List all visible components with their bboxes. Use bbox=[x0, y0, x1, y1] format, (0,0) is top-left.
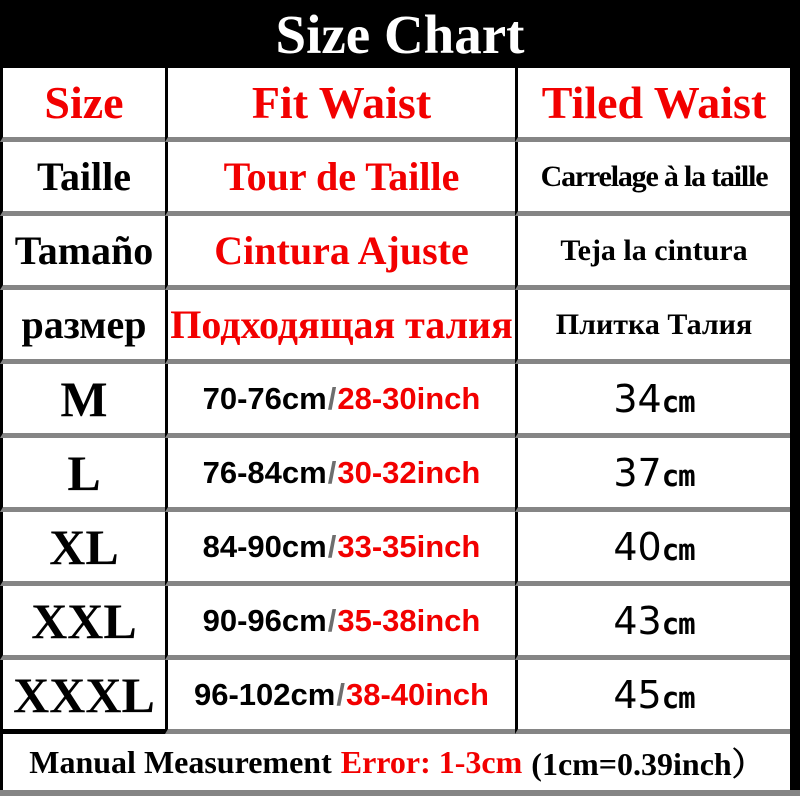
slash-separator: / bbox=[327, 602, 337, 638]
measurement-note-prefix: Manual Measurement bbox=[29, 743, 332, 780]
tiled-number: 45 bbox=[613, 672, 662, 717]
page-title: Size Chart bbox=[275, 3, 525, 65]
label-tour-de-taille: Tour de Taille bbox=[223, 154, 460, 199]
table-row-xxl-size bbox=[0, 586, 165, 660]
table-row-french-size bbox=[0, 142, 165, 216]
label-teja-la-cintura: Teja la cintura bbox=[560, 233, 748, 267]
fit-cm-value: 76-84cm bbox=[202, 454, 327, 490]
fit-waist-value-l bbox=[203, 455, 481, 491]
label-taille: Taille bbox=[36, 154, 132, 199]
label-podhodyashchaya-taliya: Подходящая талия bbox=[170, 302, 513, 347]
tiled-number: 40 bbox=[613, 524, 662, 569]
table-row-russian-fit bbox=[165, 290, 515, 364]
right-edge-strip bbox=[790, 0, 800, 790]
table-row-russian-size bbox=[0, 290, 165, 364]
fit-cm-value: 84-90cm bbox=[202, 528, 327, 564]
column-header-size: Size bbox=[44, 77, 124, 128]
size-label-xxl: XXL bbox=[31, 592, 137, 649]
table-row-xxxl-fit bbox=[165, 660, 515, 734]
table-row-russian-tiled bbox=[515, 290, 790, 364]
table-row-xxxl-tiled bbox=[515, 660, 790, 734]
fit-cm-value: 96-102cm bbox=[194, 676, 336, 712]
tiled-number: 37 bbox=[613, 450, 662, 495]
table-row-xxxl-size bbox=[0, 660, 165, 734]
label-plitka-taliya: Плитка Талия bbox=[555, 307, 753, 341]
fit-waist-value-xl bbox=[203, 529, 481, 565]
size-label-xl: XL bbox=[49, 518, 119, 575]
measurement-note-suffix: (1cm=0.39inch） bbox=[531, 746, 764, 782]
tiled-number: 43 bbox=[613, 598, 662, 643]
size-label-l: L bbox=[67, 444, 101, 501]
measurement-error-value: Error: 1-3cm bbox=[340, 743, 523, 780]
tiled-unit: cm bbox=[661, 384, 695, 419]
header-cell-size bbox=[0, 68, 165, 142]
fit-inch-value: 38-40inch bbox=[345, 676, 489, 712]
fit-waist-value-m bbox=[203, 381, 481, 417]
fit-inch-value: 33-35inch bbox=[337, 528, 481, 564]
table-row-m-tiled bbox=[515, 364, 790, 438]
table-row-m-fit bbox=[165, 364, 515, 438]
slash-separator: / bbox=[327, 528, 337, 564]
table-row-spanish-tiled bbox=[515, 216, 790, 290]
tiled-unit: cm bbox=[661, 532, 695, 567]
table-row-xl-fit bbox=[165, 512, 515, 586]
tiled-waist-value-xxl bbox=[613, 599, 694, 643]
header-cell-tiled-waist bbox=[515, 68, 790, 142]
fit-inch-value: 35-38inch bbox=[337, 602, 481, 638]
fit-cm-value: 90-96cm bbox=[202, 602, 327, 638]
table-row-xxl-fit bbox=[165, 586, 515, 660]
fit-cm-value: 70-76cm bbox=[202, 380, 327, 416]
table-row-xl-size bbox=[0, 512, 165, 586]
label-carrelage: Carrelage à la taille bbox=[540, 159, 768, 193]
table-row-xl-tiled bbox=[515, 512, 790, 586]
table-row-l-fit bbox=[165, 438, 515, 512]
tiled-number: 34 bbox=[613, 376, 662, 421]
table-row-xxl-tiled bbox=[515, 586, 790, 660]
size-chart-table bbox=[0, 68, 790, 734]
slash-separator: / bbox=[327, 454, 337, 490]
table-row-l-size bbox=[0, 438, 165, 512]
title-bar bbox=[0, 0, 800, 68]
tiled-waist-value-m bbox=[613, 377, 694, 421]
fit-inch-value: 30-32inch bbox=[337, 454, 481, 490]
size-label-m: M bbox=[60, 370, 108, 427]
fit-waist-value-xxl bbox=[203, 603, 481, 639]
table-row-french-tiled bbox=[515, 142, 790, 216]
tiled-waist-value-xxxl bbox=[613, 673, 694, 717]
table-row-spanish-fit bbox=[165, 216, 515, 290]
slash-separator: / bbox=[336, 676, 345, 712]
tiled-waist-value-l bbox=[613, 451, 694, 495]
header-cell-fit-waist bbox=[165, 68, 515, 142]
label-razmer: размер bbox=[21, 302, 147, 347]
slash-separator: / bbox=[327, 380, 337, 416]
bottom-divider bbox=[0, 790, 800, 796]
label-cintura-ajuste: Cintura Ajuste bbox=[214, 228, 469, 273]
tiled-waist-value-xl bbox=[613, 525, 694, 569]
table-row-l-tiled bbox=[515, 438, 790, 512]
table-row-french-fit bbox=[165, 142, 515, 216]
size-label-xxxl: XXXL bbox=[13, 666, 155, 723]
fit-waist-value-xxxl bbox=[194, 677, 489, 713]
column-header-tiled-waist: Tiled Waist bbox=[541, 77, 767, 128]
table-row-spanish-size bbox=[0, 216, 165, 290]
tiled-unit: cm bbox=[661, 606, 695, 641]
table-row-m-size bbox=[0, 364, 165, 438]
fit-inch-value: 28-30inch bbox=[337, 380, 481, 416]
measurement-note bbox=[0, 734, 790, 790]
label-tamano: Tamaño bbox=[14, 228, 154, 273]
tiled-unit: cm bbox=[661, 680, 695, 715]
column-header-fit-waist: Fit Waist bbox=[251, 77, 432, 128]
tiled-unit: cm bbox=[661, 458, 695, 493]
